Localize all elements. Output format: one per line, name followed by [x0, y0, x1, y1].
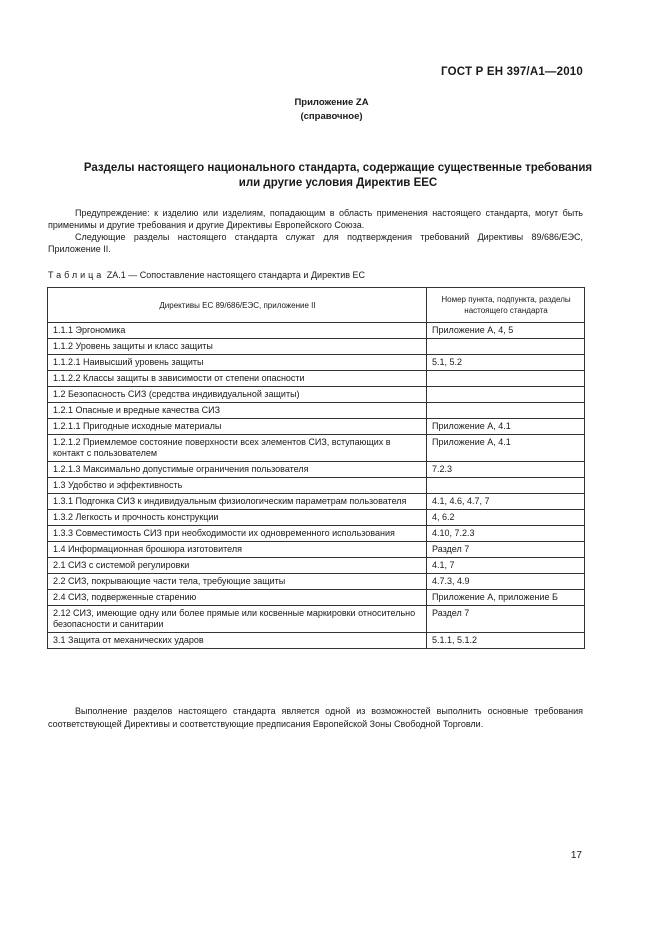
closing-paragraph: Выполнение разделов настоящего стандарта является одной из возможностей выполнить основные требования соответствующей Директивы и соответствующие предписания Европейской Зоны Свободной Торговли.	[48, 706, 583, 729]
directive-table	[47, 287, 585, 649]
clauses-cell	[427, 478, 585, 494]
main-title-line-2: или другие условия Директив ЕЕС	[238, 177, 438, 189]
header-clauses: Номер пункта, подпункта, разделы настоящего стандарта	[427, 288, 585, 323]
directive-cell: 1.3.1 Подгонка СИЗ к индивидуальным физиологическим параметрам пользователя	[48, 494, 427, 510]
directive-cell: 1.1.2.1 Наивысший уровень защиты	[48, 355, 427, 371]
directive-cell: 1.4 Информационная брошюра изготовителя	[48, 542, 427, 558]
directive-cell: 1.2.1.3 Максимально допустимые ограничения пользователя	[48, 462, 427, 478]
clauses-cell: 4, 6.2	[427, 510, 585, 526]
table-row	[48, 387, 585, 403]
table-row	[48, 574, 585, 590]
clauses-cell: 4.1, 4.6, 4.7, 7	[427, 494, 585, 510]
table-row	[48, 558, 585, 574]
sections-paragraph: Следующие разделы настоящего стандарта служат для подтверждения требований Директивы 89/686/ЕЭС, Приложение II.	[48, 232, 583, 254]
clauses-cell: Раздел 7	[427, 606, 585, 633]
table-row	[48, 371, 585, 387]
table-row	[48, 462, 585, 478]
appendix-heading	[0, 96, 661, 124]
clauses-cell	[427, 371, 585, 387]
clauses-cell: 4.10, 7.2.3	[427, 526, 585, 542]
warning-paragraph: Предупреждение: к изделию или изделиям, попадающим в область применения настоящего стандарта, могут быть применимы и другие требования и другие Директивы Европейского Союза.	[48, 208, 583, 230]
clauses-cell: 5.1.1, 5.1.2	[427, 633, 585, 649]
clauses-cell: Приложение А, 4.1	[427, 435, 585, 462]
table-row	[48, 590, 585, 606]
directive-cell: 2.4 СИЗ, подверженные старению	[48, 590, 427, 606]
table-header-row	[48, 288, 585, 323]
page-number: 17	[570, 850, 582, 861]
table-row	[48, 339, 585, 355]
directive-cell: 1.3.2 Легкость и прочность конструкции	[48, 510, 427, 526]
table-body	[48, 323, 585, 649]
table-row	[48, 494, 585, 510]
clauses-cell: Приложение А, приложение Б	[427, 590, 585, 606]
main-title	[48, 161, 628, 191]
clauses-cell: Раздел 7	[427, 542, 585, 558]
clauses-cell	[427, 339, 585, 355]
directive-cell: 1.2.1 Опасные и вредные качества СИЗ	[48, 403, 427, 419]
table-row	[48, 526, 585, 542]
clauses-cell: 7.2.3	[427, 462, 585, 478]
header-directives: Директивы ЕС 89/686/ЕЭС, приложение II	[48, 288, 427, 323]
clauses-cell	[427, 403, 585, 419]
appendix-title: Приложение ZA	[294, 97, 369, 108]
table-caption-label: Таблица	[48, 270, 105, 280]
table-row	[48, 435, 585, 462]
table-row	[48, 478, 585, 494]
table-row	[48, 355, 585, 371]
clauses-cell: 4.1, 7	[427, 558, 585, 574]
standard-code: ГОСТ Р ЕН 397/А1—2010	[441, 66, 583, 78]
appendix-subtitle: (справочное)	[300, 111, 363, 122]
directive-cell: 1.2 Безопасность СИЗ (средства индивидуальной защиты)	[48, 387, 427, 403]
directive-cell: 1.2.1.2 Приемлемое состояние поверхности всех элементов СИЗ, вступающих в контакт с пользователем	[48, 435, 427, 462]
directive-cell: 1.1.1 Эргономика	[48, 323, 427, 339]
directive-cell: 1.1.2 Уровень защиты и класс защиты	[48, 339, 427, 355]
clauses-cell: 4.7.3, 4.9	[427, 574, 585, 590]
directive-cell: 3.1 Защита от механических ударов	[48, 633, 427, 649]
table-row	[48, 510, 585, 526]
directive-cell: 1.1.2.2 Классы защиты в зависимости от степени опасности	[48, 371, 427, 387]
table-row	[48, 419, 585, 435]
table-row	[48, 542, 585, 558]
clauses-cell	[427, 387, 585, 403]
table-row	[48, 606, 585, 633]
clauses-cell: 5.1, 5.2	[427, 355, 585, 371]
directive-cell: 1.2.1.1 Пригодные исходные материалы	[48, 419, 427, 435]
directive-cell: 2.1 СИЗ с системой регулировки	[48, 558, 427, 574]
table-caption	[48, 270, 365, 280]
directive-cell: 2.2 СИЗ, покрывающие части тела, требующие защиты	[48, 574, 427, 590]
table-row	[48, 323, 585, 339]
table-row	[48, 403, 585, 419]
clauses-cell: Приложение А, 4, 5	[427, 323, 585, 339]
directive-cell: 2.12 СИЗ, имеющие одну или более прямые или косвенные маркировки относительно безопасности и санитарии	[48, 606, 427, 633]
main-title-line-1: Разделы настоящего национального стандарта, содержащие существенные требования	[83, 162, 593, 174]
table-row	[48, 633, 585, 649]
clauses-cell: Приложение А, 4.1	[427, 419, 585, 435]
directive-cell: 1.3 Удобство и эффективность	[48, 478, 427, 494]
directive-cell: 1.3.3 Совместимость СИЗ при необходимости их одновременного использования	[48, 526, 427, 542]
table-caption-text: ZA.1 — Сопоставление настоящего стандарта и Директив ЕС	[104, 270, 366, 280]
